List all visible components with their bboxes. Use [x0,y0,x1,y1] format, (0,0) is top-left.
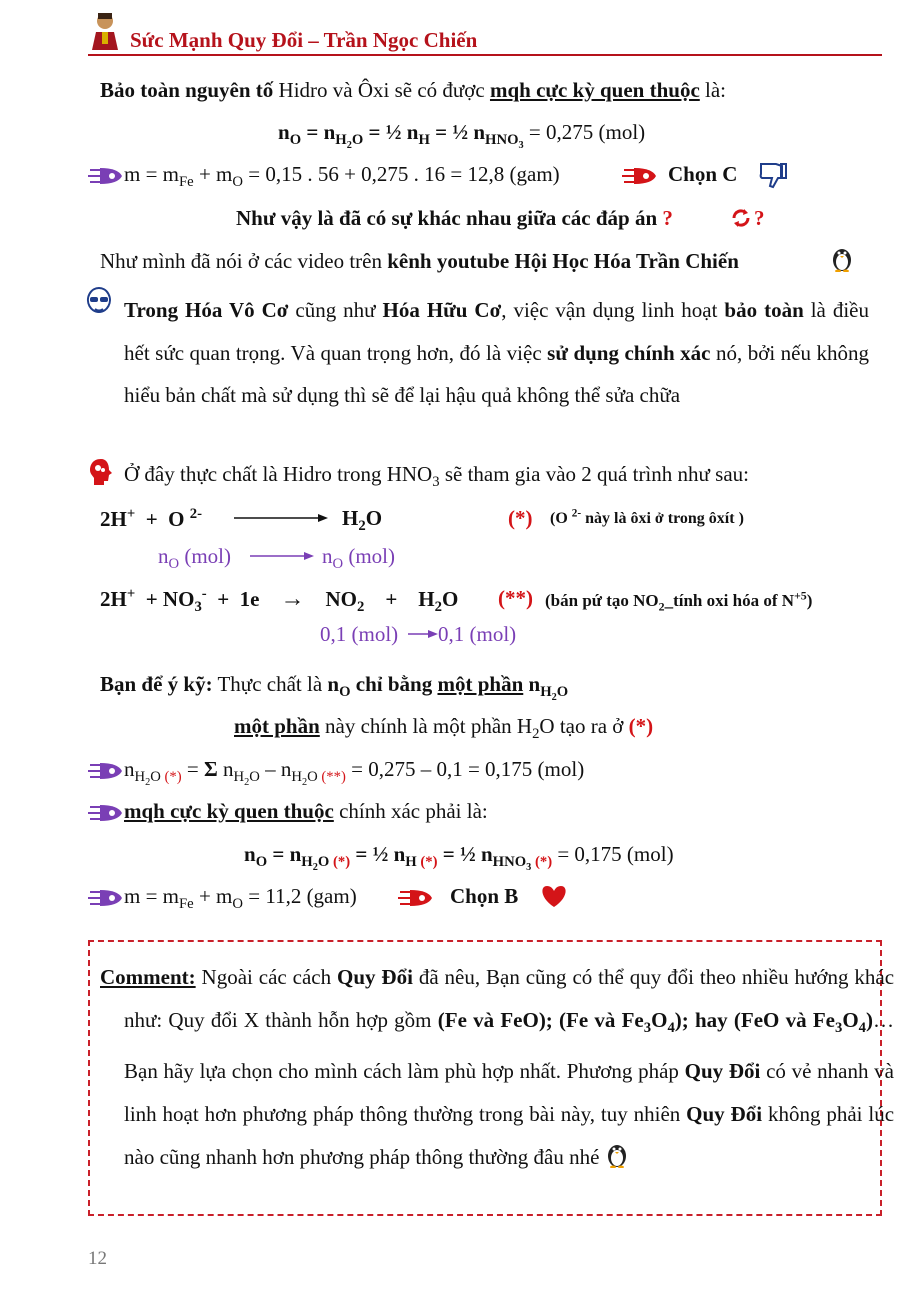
line-9: $n_{H_2O (*)} = \Sigma$ $n_{H_2O} - n_{H_2O (**)} = 0,275 - 0,1 = 0,175$ (mol) [124,757,585,789]
line-12: $m = m_{Fe} + m_O = 11,2$ (gam) [124,884,357,913]
equation-2-star: (**) [498,586,533,610]
paragraph-1: Trong Hóa Vô Cơ cũng như Hóa Hữu Cơ, việc vận dụng linh hoạt bảo toàn là điều hết sức quan trọng. Và quan trọng hơn, đó là việc sử dụng chính xác nó, bởi nếu không hiểu bản chất mà sử dụng thì sẽ để lại hậu quả không thể sửa chữa [124,298,870,407]
line-6: Ở đây thực chất là Hidro trong $HNO_3$ sẽ tham gia vào 2 quá trình như sau: [124,462,749,491]
header-title: Sức Mạnh Quy Đổi – Trần Ngọc Chiến [130,28,478,52]
rocket-arrow-icon [398,887,434,909]
equation-2: $2H^+ + NO_3^- + 1e$ → $NO_2$ + $H_2O$ [100,586,459,616]
line-4: Như vậy là đã có sự khác nhau giữa các đáp án ? [236,206,673,230]
equation-1-star: (*) [508,506,533,530]
equation-1-product: $H_2O$ [342,506,383,535]
rocket-arrow-icon [88,165,124,187]
equation-2-mol-right: 0,1 (mol) [438,622,517,646]
equation-1-note: (O $^{2-}$ này là ôxi ở trong ôxít ) [550,508,744,528]
comment-text: Comment: Ngoài các cách Quy Đổi đã nêu, Bạn cũng có thể quy đổi theo nhiều hướng khác như: Quy đổi X thành hỗn hợp gồm (Fe và FeO); (Fe và $Fe_3O_4$); hay (FeO và $Fe_3O_4)\dots$ Bạn hãy lựa chọn cho mình cách làm phù hợp nhất. Phương pháp Quy Đổi có vẻ nhanh và linh hoạt hơn phương pháp thông thường trong bài này, tuy nhiên Quy Đổi không phải lúc nào cũng nhanh hơn phương pháp thông thường đâu nhé [100,965,895,1170]
thumbs-down-icon [758,160,788,190]
equation-2-mol-left: 0,1 (mol) [320,622,399,646]
formula-line-11: $n_O = n_{H_2O (*)}$ = ½ $n_{H (*)}$ = ½ $n_{HNO_3 (*)} = 0,175$ (mol) [244,842,674,874]
choice-b: Chọn B [450,884,519,908]
line-7: Bạn để ý kỹ: Thực chất là $n_O$ chỉ bằng một phần $n_{H_2O}$ [100,672,569,704]
refresh-icon [730,207,752,229]
penguin-icon [605,1140,629,1168]
line-5: Như mình đã nói ở các video trên kênh youtube Hội Học Hóa Trần Chiến [100,249,739,273]
mol-arrow [408,628,438,640]
rocket-arrow-icon [88,802,124,824]
line-3: $m = m_{Fe} + m_O = 0,15$ . 56 + 0,275 . 16 = 12,8 (gam) [124,162,560,191]
rocket-arrow-icon [622,165,658,187]
line-8: một phần này chính là một phần $H_2O$ tạo ra ở (*) [234,714,654,743]
formula-line-2: $n_O = n_{H_2O}$ = ½ $n_H$ = ½ $n_{HNO_3} = 0,275$ (mol) [278,120,646,152]
comment-box [88,940,895,1216]
text: m = m [124,162,180,186]
equation-1: 2H+ + O $^{2-}$ [100,506,203,531]
equation-2-note: (bán pứ tạo $NO_2\_tính$ oxi hóa of $N^{+5}$) [545,588,813,614]
rocket-arrow-icon [88,887,124,909]
reaction-arrow [234,512,328,524]
heart-icon [538,884,570,908]
brain-head-icon [88,458,114,486]
text: = 0,15 . 56 + 0,275 . 16 = 12,8 (gam) [243,162,560,186]
rocket-arrow-icon [88,760,124,782]
text: Hidro và Ôxi sẽ có được [273,78,490,102]
text: là: [699,78,727,102]
choice-c: Chọn C [668,162,738,186]
equation-1-mol-right: $n_O$ (mol) [322,544,396,573]
underlined-text: mqh cực kỳ quen thuộc [489,78,700,102]
line-10: mqh cực kỳ quen thuộc chính xác phải là: [124,799,488,823]
bold-text: Bảo toàn nguyên tố [100,78,274,102]
penguin-icon [830,244,854,272]
header-avatar-icon [88,10,122,50]
question-mark: ? [754,206,765,230]
equation-1-mol-left: $n_O$ (mol) [158,544,232,573]
mol-arrow [250,550,314,562]
formula-value: = 0,275 (mol) [523,120,646,144]
page-number: 12 [88,1248,107,1269]
glasses-face-icon [86,286,112,320]
line-1 [100,78,726,103]
header-divider [88,54,882,56]
